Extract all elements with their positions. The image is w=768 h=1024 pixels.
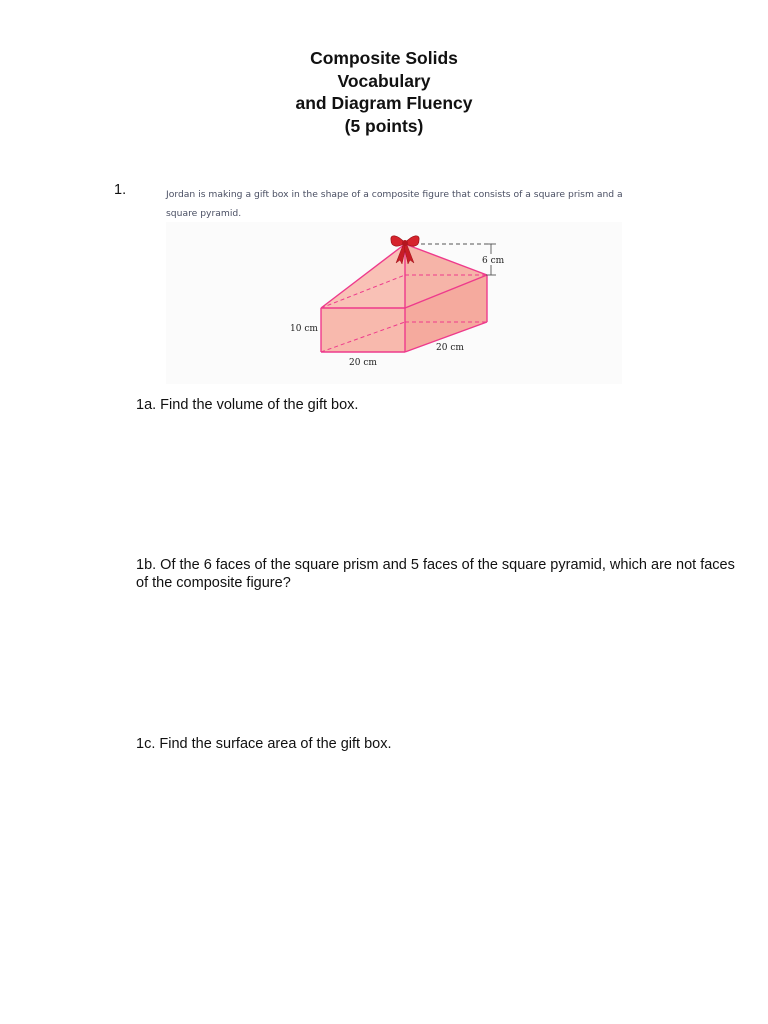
prism-front-face	[321, 308, 405, 352]
label-pyramid-height: 6 cm	[482, 256, 505, 266]
gift-box-figure	[166, 222, 622, 384]
question-1c: 1c. Find the surface area of the gift box.	[136, 736, 392, 752]
label-width-front: 20 cm	[349, 358, 377, 368]
title-line: and Diagram Fluency	[295, 93, 473, 113]
label-width-side: 20 cm	[436, 343, 464, 353]
title-line: Vocabulary	[337, 70, 431, 91]
question-1a: 1a. Find the volume of the gift box.	[136, 397, 359, 413]
title-line: Composite Solids	[310, 48, 458, 68]
question-number: 1.	[114, 182, 127, 198]
bow-knot	[402, 240, 408, 246]
question-1b: 1b. Of the 6 faces of the square prism and 5 faces of the square pyramid, which are not faces of the composite figure?	[136, 557, 735, 591]
label-height: 10 cm	[290, 324, 318, 334]
title-line: (5 points)	[344, 115, 424, 136]
question-prompt: Jordan is making a gift box in the shape of a composite figure that consists of a square prism and a square pyramid.	[166, 189, 623, 219]
page-title	[0, 47, 768, 137]
